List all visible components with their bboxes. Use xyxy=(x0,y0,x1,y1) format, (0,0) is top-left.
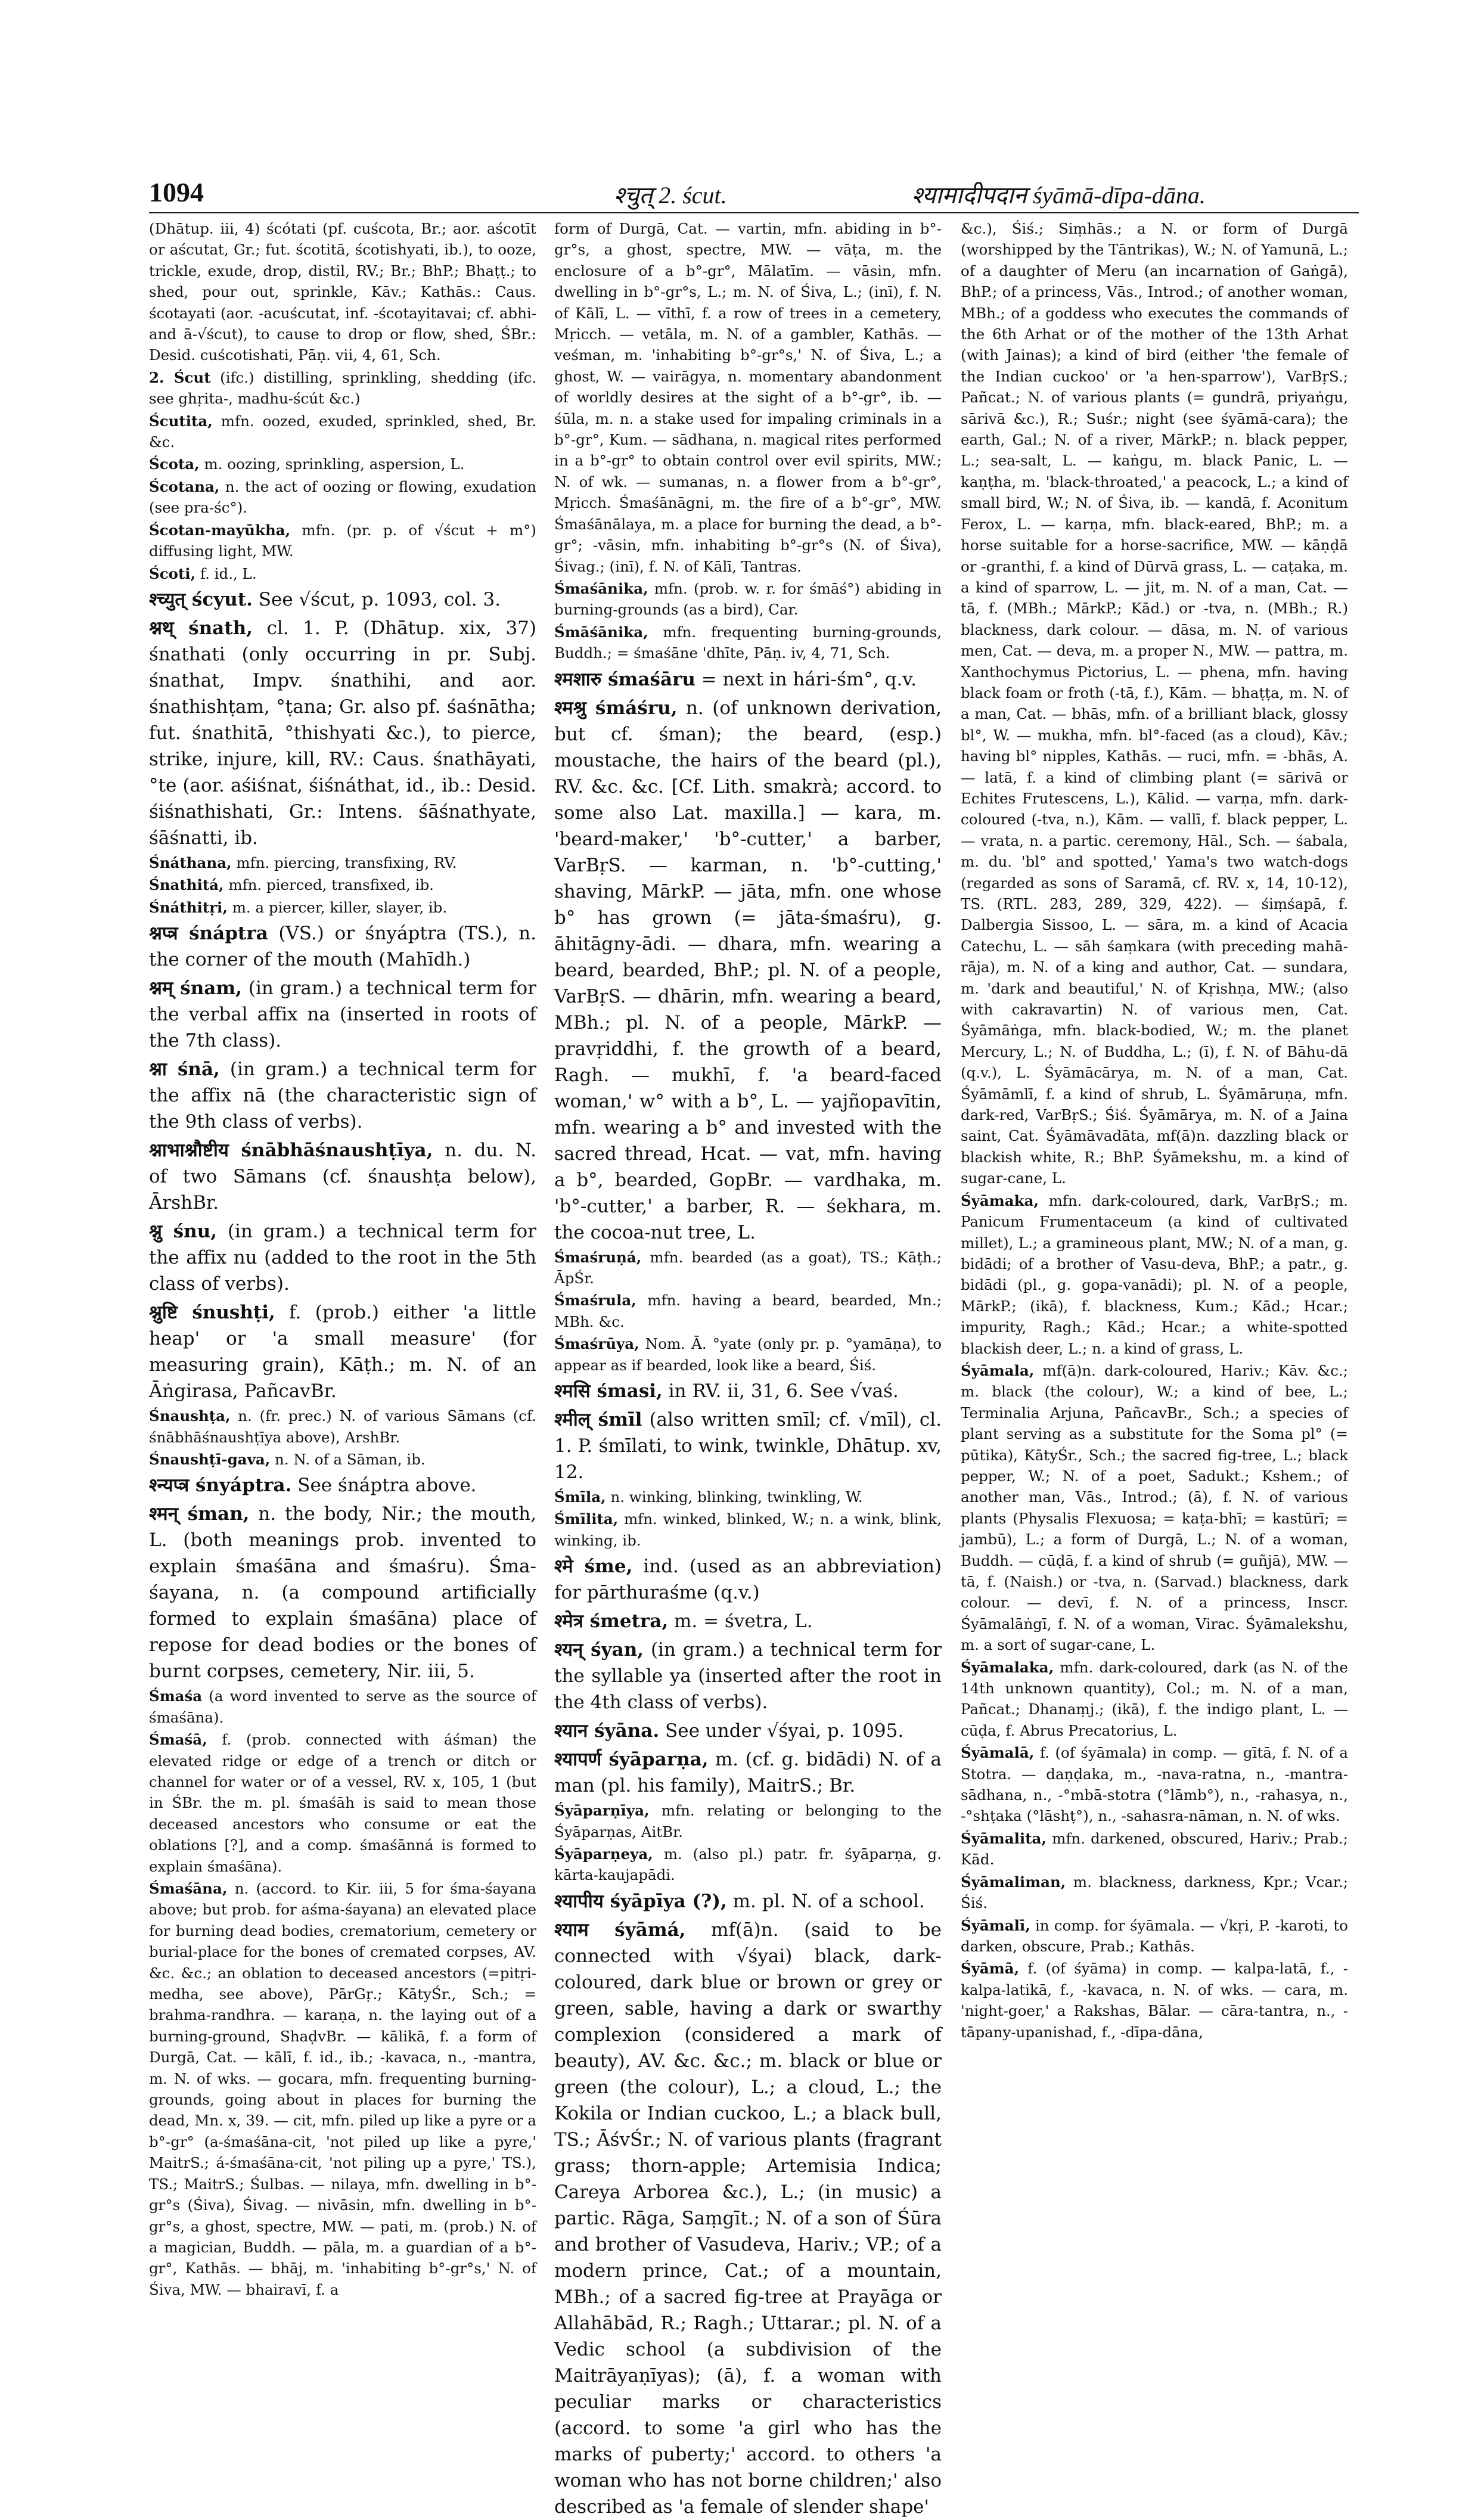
dictionary-entry xyxy=(554,1378,942,1404)
headword: Śmaśā, xyxy=(149,1731,207,1749)
definition-text: mfn. oozed, exuded, sprinkled, shed, Br. &c. xyxy=(149,412,536,451)
headword: 2. Ścut xyxy=(149,368,211,386)
dictionary-entry xyxy=(149,1056,536,1135)
dictionary-entry xyxy=(149,1299,536,1404)
headword: श्नम् śnam, xyxy=(149,977,242,1000)
headword: Śyāmalaka, xyxy=(961,1658,1054,1676)
definition-text: mf(ā)n. dark-coloured, Hariv.; Kāv. &c.; m. black (the colour), W.; a kind of bee, L.; Terminalia Arjuna, PañcavBr., Sch.; a species of plant serving as a substitute for the Soma pl° (= pūtika), KātyŚr., Sch.; the sacred fig-tree, L.; black pepper, W.; N. of a poet, Sadukt.; Kshem.; of another man, Vās., Introd.; (ā), f. N. of various plants (Physalis Flexuosa; = kaṭa-bhī; = kastūrī; = jambū), L.; a form of Durgā, L.; N. of a woman, Buddh. — cūḍā, f. a kind of shrub (= guñjā), MW. — tā, f. (Naish.) or -tva, n. (Sarvad.) blackness, dark colour. — devī, f. N. of a princess, Inscr. Śyāmalāṅgī, f. N. of a woman, Virac. Śyāmalekshu, m. a sort of sugar-cane, L. xyxy=(961,1361,1349,1654)
dictionary-entry xyxy=(149,520,536,562)
headword: Śmaśruṇá, xyxy=(554,1248,642,1266)
dictionary-entry xyxy=(961,1958,1348,2043)
headword: Śnathitá, xyxy=(149,876,224,894)
headword: Śnáthana, xyxy=(149,854,232,871)
definition-text: Nom. Ā. °yate (only pr. p. °yamāṇa), to appear as if bearded, look like a beard, Śiś. xyxy=(554,1335,942,1374)
dictionary-entry xyxy=(149,874,536,895)
headword: श्नथ् śnath, xyxy=(149,617,253,639)
dictionary-entry xyxy=(149,1137,536,1216)
dictionary-entry xyxy=(554,1553,942,1606)
definition-text: f. (prob.) either 'a little heap' or 'a small measure' (for measuring grain), Kāṭh.; m. N. of an Āṅgirasa, PañcavBr. xyxy=(149,1302,536,1402)
dictionary-entry xyxy=(554,1608,942,1634)
dictionary-entry xyxy=(149,1449,536,1470)
headword: Śyāmalā, xyxy=(961,1744,1035,1762)
definition-text: mfn. having a beard, bearded, Mn.; MBh. &c. xyxy=(554,1292,942,1330)
dictionary-entry xyxy=(554,1746,942,1799)
dictionary-entry xyxy=(554,1333,942,1376)
definition-text: (a word invented to serve as the source of śmaśāna). xyxy=(149,1687,536,1726)
dictionary-entry xyxy=(961,1828,1348,1870)
headword: Ścoti, xyxy=(149,564,196,582)
dictionary-entry xyxy=(554,1844,942,1886)
definition-text: mfn. (pr. p. of √ścut + m°) diffusing light, MW. xyxy=(149,521,536,560)
headword: श्याम śyāmá, xyxy=(554,1919,686,1941)
definition-text: mfn. winked, blinked, W.; n. a wink, blink, winking, ib. xyxy=(554,1510,942,1549)
definition-text: mfn. darkened, obscured, Hariv.; Prab.; Kād. xyxy=(961,1829,1349,1869)
headword: Śyāparṇeya, xyxy=(554,1845,653,1863)
definition-text: m. (also pl.) patr. fr. śyāparṇa, g. kārta-kaujapādi. xyxy=(554,1845,942,1884)
definition-text: (in gram.) a technical term for the affix nu (added to the root in the 5th class of verbs). xyxy=(149,1221,536,1295)
dictionary-entry xyxy=(149,975,536,1054)
definition-text: f. (of śyāma) in comp. — kalpa-latā, f., -kalpa-latikā, f., -kavaca, n. N. of wks. — cara, m. 'night-goer,' a Rakshas, Bālar. — cāra-tantra, n., -tāpany-upanishad, f., -dīpa-dāna, xyxy=(961,1960,1348,2041)
headword: Śnaushṭa, xyxy=(149,1407,231,1425)
page-number: 1094 xyxy=(149,177,204,207)
guide-word-left: श्चुत् 2. ścut. xyxy=(614,182,727,209)
headword: Śmaśrula, xyxy=(554,1292,636,1309)
headword: श्यापीय śyāpīya (?), xyxy=(554,1890,727,1912)
definition-text: n. N. of a Sāman, ib. xyxy=(275,1450,426,1468)
dictionary-entry xyxy=(149,920,536,973)
dictionary-entry xyxy=(554,1247,942,1289)
definition-text: &c.), Śiś.; Siṃhās.; a N. or form of Durgā (worshipped by the Tāntrikas), W.; N. of Yamunā, L.; of a daughter of Meru (an incarnation of Gaṅgā), BhP.; of a princess, Vās., Introd.; of another woman, MBh.; of a goddess who executes the commands of the 6th Arhat or of the mother of the 13th Arhat (with Jainas); a kind of bird (either 'the female of the Indian cuckoo' or 'a hen-sparrow'), VarBṛS.; Pañcat.; N. of various plants (= gundrā, priyaṅgu, sārivā &c.), R.; Suśr.; night (see śyāmā-cara); the earth, Gal.; N. of a river, MārkP.; n. black pepper, L.; sea-salt, L. — kaṅgu, m. black Panic, L. — kaṇṭha, m. 'black-throated,' a peacock, L.; a kind of small bird, W.; N. of Śiva, ib. — kandā, f. Aconitum Ferox, L. — karṇa, mfn. black-eared, BhP.; m. a horse suitable for a horse-sacrifice, MW. — kāṇḍā or -granthi, f. a kind of Dūrvā grass, L. — caṭaka, m. a kind of sparrow, L. — jit, m. N. of a man, Cat. — tā, f. (MBh.; MārkP.; Kād.) or -tva, n. (MBh.; R.) blackness, dark colour. — dāsa, m. N. of various men, Cat. — deva, m. a proper N., MW. — pattra, m. Xanthochymus Pictorius, L. — phena, mfn. having black foam or froth (-tā, f.), Kām. — bhaṭṭa, m. N. of a man, Cat. — bhās, mfn. of a brilliant black, glossy bl°, W. — mukha, mfn. bl°-faced (as a cloud), Kāv.; having bl° nipples, Kathās. — ruci, mfn. = -bhās, A. — latā, f. a kind of climbing plant (= sārivā or Echites Frutescens, L.), Kālid. — varṇa, mfn. dark-coloured (-tva, n.), Kām. — vallī, f. black pepper, L. — vrata, n. a partic. ceremony, Hāl., Sch. — śabala, m. du. 'bl° and spotted,' Yama's two watch-dogs (regarded as sons of Saramā, cf. RV. x, 14, 10-12), TS. (RTL. 283, 289, 329, 422). — śiṃśapā, f. Dalbergia Sissoo, L. — sāra, m. a kind of Acacia Catechu, L. — sāh śaṃkara (with preceding mahā-rāja), m. N. of a king and author, Cat. — sundara, m. 'dark and beautiful,' N. of Kṛishṇa, MW.; (also with cakravartin) N. of various men, Cat. Śyāmāṅga, mfn. black-bodied, W.; m. the planet Mercury, L.; N. of Buddha, L.; (ī), f. N. of Bāhu-dā (q.v.), L. Śyāmācārya, m. N. of a man, Cat. Śyāmāmlī, f. a kind of shrub, L. Śyāmāruṇa, mfn. dark-red, VarBṛS.; Śiś. Śyāmārya, m. N. of a Jaina saint, Cat. Śyāmāvadāta, mf(ā)n. dazzling black or blackish white, R.; BhP. Śyāmekshu, m. a kind of sugar-cane, L. xyxy=(961,220,1348,1187)
definition-text: n. the act of oozing or flowing, exudation (see pra-śc°). xyxy=(149,477,536,517)
headword: Śmaśrūya, xyxy=(554,1335,639,1353)
headword: Ścotan-mayūkha, xyxy=(149,521,291,539)
definition-text: n. the body, Nir.; the mouth, L. (both meanings prob. invented to explain śmaśāna and śmaśru). Śma-śayana, n. (a compound artificially formed to explain śmaśāna) place of repose for dead bodies or the bones of burnt corpses, cemetery, Nir. iii, 5. xyxy=(149,1503,536,1683)
headword: Ścotana, xyxy=(149,477,220,495)
headword: श्च्युत् ścyut. xyxy=(149,588,253,610)
definition-text: mfn. relating or belonging to the Śyāparṇas, AitBr. xyxy=(554,1802,942,1841)
headword: श्मश्रु śmáśru, xyxy=(554,697,678,719)
definition-text: mfn. piercing, transfixing, RV. xyxy=(236,854,457,871)
definition-text: m. (cf. g. bidādi) N. of a man (pl. his family), MaitrS.; Br. xyxy=(554,1749,942,1797)
headword: श्ना śnā, xyxy=(149,1059,220,1081)
column-3 xyxy=(961,218,1348,2042)
dictionary-entry xyxy=(554,1407,942,1485)
headword: Śmīla, xyxy=(554,1488,606,1506)
headword: श्मन् śman, xyxy=(149,1503,250,1525)
definition-text: (also written smīl; cf. √mīl), cl. 1. P. śmīlati, to wink, twinkle, Dhātup. xv, 12. xyxy=(554,1408,942,1483)
headword: Śyāparṇīya, xyxy=(554,1802,650,1820)
column-2 xyxy=(554,218,942,2518)
dictionary-entry xyxy=(149,563,536,584)
dictionary-entry xyxy=(554,578,942,620)
headword: Ścutita, xyxy=(149,412,213,430)
dictionary-entry xyxy=(554,1290,942,1332)
dictionary-entry xyxy=(554,695,942,1246)
headword: श्मेत्र śmetra, xyxy=(554,1610,669,1633)
headword: Śmaśānika, xyxy=(554,579,648,597)
column-1 xyxy=(149,218,537,2298)
definition-text: ind. (used as an abbreviation) for pārthuraśme (q.v.) xyxy=(554,1556,942,1604)
dictionary-entry xyxy=(149,476,536,519)
dictionary-entry xyxy=(554,1509,942,1551)
headword: श्न्यप्त्र śnyáptra. xyxy=(149,1475,292,1497)
headword: श्यापर्ण śyāparṇa, xyxy=(554,1749,709,1771)
dictionary-entry xyxy=(961,1915,1348,1957)
definition-text: mfn. frequenting burning-grounds, Buddh.; = śmaśāne 'dhīte, Pāṇ. iv, 4, 71, Sch. xyxy=(554,623,942,662)
dictionary-entry xyxy=(961,1657,1348,1742)
definition-text: mfn. dark-coloured, dark, VarBṛS.; m. Panicum Frumentaceum (a kind of cultivated millet), L.; a gramineous plant, MW.; N. of a man, g. bidādi; of a brother of Vasu-deva, BhP.; a patr., g. bidādi (pl., g. gopa-vanādi); pl. N. of a people, MārkP.; (ikā), f. blackness, Kum.; Kād.; Hcar.; impurity, Ragh.; Kād.; Hcar.; a white-spotted blackish deer, L.; n. a kind of grass, L. xyxy=(961,1191,1348,1357)
dictionary-entry xyxy=(554,666,942,693)
dictionary-entry xyxy=(149,1405,536,1448)
definition-text: See √ścut, p. 1093, col. 3. xyxy=(258,588,501,610)
headword: Śyāmaliman, xyxy=(961,1873,1066,1891)
definition-text: in RV. ii, 31, 6. See √vaś. xyxy=(668,1380,899,1402)
headword: श्मील् śmīl xyxy=(554,1408,642,1430)
definition-text: (in gram.) a technical term for the affix nā (the characteristic sign of the 9th class of verbs). xyxy=(149,1059,536,1133)
definition-text: m. pl. N. of a school. xyxy=(732,1890,925,1912)
headword: श्यन् śyan, xyxy=(554,1639,644,1661)
definition-text: See under √śyai, p. 1095. xyxy=(665,1720,904,1742)
definition-text: cl. 1. P. (Dhātup. xix, 37) śnathati (only occurring in pr. Subj. śnathat, Impv. śnathihi, and aor. śnathishṭam, °ṭana; Gr. also pf. śaśnātha; fut. śnathitā, °thishyati &c.), to pierce, strike, injure, kill, RV.: Caus. śnathāyati, °te (aor. aśiśnat, śiśnáthat, id., ib.: Desid. śiśnathishati, Gr.: Intens. śāśnathyate, śāśnatti, ib. xyxy=(149,617,537,849)
dictionary-entry xyxy=(554,218,942,577)
dictionary-entry xyxy=(149,367,536,409)
definition-text: mfn. (prob. w. r. for śmāś°) abiding in burning-grounds (as a bird), Car. xyxy=(554,579,942,619)
dictionary-entry xyxy=(149,852,536,873)
definition-text: mfn. bearded (as a goat), TS.; Kāṭh.; ĀpŚr. xyxy=(554,1248,942,1287)
definition-text: n. du. N. of two Sāmans (cf. śnaushṭa below), ĀrshBr. xyxy=(149,1140,537,1214)
dictionary-entry xyxy=(149,411,536,453)
definition-text: mfn. dark-coloured, dark (as N. of the 14th unknown quantity), Col.; m. N. of a man, Pañcat.; Dhanaṃj.; (ikā), f. the indigo plant, L. — cūḍa, f. Abrus Precatorius, L. xyxy=(961,1658,1348,1739)
dictionary-entry xyxy=(961,218,1348,1189)
headword: श्नप्त्र śnáptra xyxy=(149,923,268,945)
dictionary-entry xyxy=(554,622,942,664)
headword: श्नाभाश्नौष्टीय śnābhāśnaushṭīya, xyxy=(149,1140,433,1162)
dictionary-entry xyxy=(554,1800,942,1842)
headword: Śmaśa xyxy=(149,1687,203,1705)
headword: श्मसि śmasi, xyxy=(554,1380,663,1402)
dictionary-entry xyxy=(149,1878,536,2300)
running-header xyxy=(149,176,1359,209)
dictionary-entry xyxy=(149,218,536,366)
headword: Śyāmaka, xyxy=(961,1191,1039,1209)
dictionary-entry xyxy=(149,1218,536,1297)
headword: Śyāmalī, xyxy=(961,1916,1030,1934)
definition-text: in comp. for śyāmala. — √kṛi, P. -karoti, to darken, obscure, Prab.; Kathās. xyxy=(961,1916,1348,1955)
definition-text: f. (of śyāmala) in comp. — gītā, f. N. of a Stotra. — daṇḍaka, m., -nava-ratna, n., -mantra-sādhana, n., -°mbā-stotra (°lāmb°), n., -rahasya, n., -°shṭaka (°lāshṭ°), n., -sahasra-nāman, n. N. of wks. xyxy=(961,1744,1348,1825)
dictionary-entry xyxy=(961,1742,1348,1827)
headword: Śmaśāna, xyxy=(149,1880,228,1897)
dictionary-entry xyxy=(554,1718,942,1744)
guide-word-right: श्यामादीपदान śyāmā-dīpa-dāna. xyxy=(912,182,1206,209)
dictionary-entry xyxy=(554,1888,942,1914)
dictionary-entry xyxy=(149,1472,536,1498)
definition-text: = next in hári-śm°, q.v. xyxy=(701,668,917,690)
header-rule xyxy=(149,212,1359,213)
definition-text: f. id., L. xyxy=(200,564,257,582)
definition-text: n. (accord. to Kir. iii, 5 for śma-śayana above; but prob. for aśma-śayana) an elevated place for burning dead bodies, crematorium, cemetery or burial-place for the bones of cremated corpses, AV. &c. &c.; an oblation to deceased ancestors (=pitṛi-medha, see above), PārGṛ.; KātyŚr., Sch.; = brahma-randhra. — karaṇa, n. the laying out of a burning-ground, ShaḍvBr. — kālikā, f. a form of Durgā, Cat. — kālī, f. id., ib.; -kavaca, n., -mantra, m. N. of wks. — gocara, mfn. frequenting burning-grounds, going about in places for burning the dead, Mn. x, 39. — cit, mfn. piled up like a pyre or a b°-gr° (a-śmaśāna-cit, 'not piled up like a pyre,' MaitrS.; á-śmaśāna-cit, 'not piling up a pyre,' TS.), TS.; MaitrS.; Śulbas. — nilaya, mfn. dwelling in b°-gr°s (Śiva), Śivag. — nivāsin, mfn. dwelling in b°-gr°s, a ghost, spectre, MW. — pati, m. (prob.) N. of a magician, Buddh. — pāla, m. a guardian of a b°-gr°, Kathās. — bhāj, m. 'inhabiting b°-gr°s,' N. of Śiva, MW. — bhairavī, f. a xyxy=(149,1880,536,2298)
definition-text: (in gram.) a technical term for the syllable ya (inserted after the root in the 4th class of verbs). xyxy=(554,1639,942,1714)
headword: Śmāśānika, xyxy=(554,623,648,641)
definition-text: form of Durgā, Cat. — vartin, mfn. abiding in b°-gr°s, a ghost, spectre, MW. — vāṭa, m. the enclosure of a b°-gr°, Mālatīm. — vāsin, mfn. dwelling in b°-gr°s, L.; m. N. of Śiva, L.; (inī), f. N. of Kālī, L. — vīthī, f. a row of trees in a cemetery, Mṛicch. — vetāla, m. N. of a gambler, Kathās. — veśman, m. 'inhabiting b°-gr°s,' N. of Śiva, L.; a ghost, W. — vairāgya, n. momentary abandonment of worldly desires at the sight of a b°-gr°, ib. — śūla, m. n. a stake used for impaling criminals in a b°-gr°, Kum. — sādhana, n. magical rites performed in a b°-gr° to obtain control over evil spirits, MW.; N. of wk. — sumanas, n. a flower from a b°-gr°, Mṛicch. Śmaśānāgni, m. the fire of a b°-gr°, MW. Śmaśānālaya, m. a place for burning the dead, a b°-gr°; -vāsin, mfn. inhabiting b°-gr°s (N. of Śiva), Śivag.; (inī), f. N. of Kālī, Tantras. xyxy=(554,220,942,575)
dictionary-entry xyxy=(961,1190,1348,1359)
headword: Ścota, xyxy=(149,455,200,473)
headword: Śyāmā, xyxy=(961,1960,1020,1978)
headword: श्यान śyāna. xyxy=(554,1720,660,1742)
definition-text: m. a piercer, killer, slayer, ib. xyxy=(232,898,448,916)
dictionary-entry xyxy=(554,1637,942,1715)
headword: श्नु śnu, xyxy=(149,1221,218,1243)
definition-text: n. (of unknown derivation, but cf. śman); the beard, (esp.) moustache, the hairs of the beard (pl.), RV. &c. &c. [Cf. Lith. smakrà; accord. to some also Lat. maxilla.] — kara, m. 'beard-maker,' 'b°-cutter,' a barber, VarBṛS. — karman, n. 'b°-cutting,' shaving, MārkP. — jāta, mfn. one whose b° has grown (= jāta-śmaśru), g. āhitāgny-ādi. — dhara, mfn. wearing a beard, bearded, BhP.; pl. N. of a people, VarBṛS. — dhārin, mfn. wearing a beard, MBh.; pl. N. of a people, MārkP. — pravṛiddhi, f. the growth of a beard, Ragh. — mukhī, f. 'a beard-faced woman,' w° with a b°, L. — yajñopavītin, mfn. wearing a b° and invested with the sacred thread, Hcat. — vat, mfn. having a b°, bearded, GopBr. — vardhaka, m. 'b°-cutter,' a barber, R. — śekhara, m. the cocoa-nut tree, L. xyxy=(554,697,942,1243)
dictionary-entry xyxy=(149,1686,536,1728)
headword: Śmīlita, xyxy=(554,1510,619,1528)
definition-text: (Dhātup. iii, 4) ścótati (pf. cuścota, Br.; aor. aścotīt or aścutat, Gr.; fut. ścotitā, ścotishyati, ib.), to ooze, trickle, exude, drop, distil, RV.; Br.; BhP.; Bhaṭṭ.; to shed, pour out, sprinkle, Kāv.; Kathās.: Caus. ścotayati (aor. -acuścutat, inf. -ścotayitavai; cf. abhi- and ā-√ścut), to cause to drop or flow, shed, ŚBr.: Desid. cuścotishati, Pāṇ. vii, 4, 61, Sch. xyxy=(149,220,536,364)
dictionary-entry xyxy=(149,1729,536,1877)
dictionary-entry xyxy=(554,1917,942,2520)
headword: श्मशारु śmaśāru xyxy=(554,668,695,690)
dictionary-entry xyxy=(149,615,536,851)
definition-text: mfn. pierced, transfixed, ib. xyxy=(228,876,434,894)
dictionary-entry xyxy=(149,897,536,918)
definition-text: m. oozing, sprinkling, aspersion, L. xyxy=(204,455,465,473)
definition-text: See śnáptra above. xyxy=(297,1475,477,1497)
definition-text: n. (fr. prec.) N. of various Sāmans (cf. śnābhāśnaushṭīya above), ArshBr. xyxy=(149,1407,536,1446)
definition-text: n. winking, blinking, twinkling, W. xyxy=(610,1488,863,1506)
definition-text: m. blackness, darkness, Kpr.; Vcar.; Śiś. xyxy=(961,1873,1348,1912)
headword: श्मे śme, xyxy=(554,1556,633,1578)
dictionary-entry xyxy=(149,586,536,613)
definition-text: (in gram.) a technical term for the verbal affix na (inserted in roots of the 7th class). xyxy=(149,977,536,1052)
dictionary-entry xyxy=(149,1501,536,1684)
definition-text: m. = śvetra, L. xyxy=(674,1610,813,1633)
headword: Śyāmalita, xyxy=(961,1829,1047,1847)
dictionary-entry xyxy=(554,1486,942,1507)
dictionary-entry xyxy=(961,1360,1348,1656)
headword: Śyāmala, xyxy=(961,1361,1035,1379)
headword: Śnáthitṛi, xyxy=(149,898,228,916)
definition-text: mf(ā)n. (said to be connected with √śyai) black, dark-coloured, dark blue or brown or grey or green, sable, having a dark or swarthy complexion (considered a mark of beauty), AV. &c. &c.; m. black or blue or green (the colour), L.; a cloud, L.; the Kokila or Indian cuckoo, L.; a black bull, TS.; ĀśvŚr.; N. of various plants (fragrant grass; thorn-apple; Artemisia Indica; Careya Arborea &c.), L.; (in music) a partic. Rāga, Saṃgīt.; N. of a son of Śūra and brother of Vasudeva, Hariv.; VP.; of a modern prince, Cat.; of a mountain, MBh.; of a sacred fig-tree at Prayāga or Allahābād, R.; Ragh.; Uttarar.; pl. N. of a Vedic school (a subdivision of the Maitrāyaṇīyas); (ā), f. a woman with peculiar marks or characteristics (accord. to some 'a girl who has the marks of puberty;' accord. to others 'a woman who has not borne children;' also described as 'a female of slender shape' xyxy=(554,1919,942,2518)
headword: Śnaushṭī-gava, xyxy=(149,1450,271,1468)
definition-text: f. (prob. connected with áśman) the elevated ridge or edge of a trench or ditch or channel for water or of a vessel, RV. x, 105, 1 (but in ŚBr. the m. pl. śmaśāh is said to mean those deceased ancestors who consume or eat the oblations [?], and a comp. śmaśānná is formed to explain śmaśāna). xyxy=(149,1731,536,1875)
definition-text: (VS.) or śnyáptra (TS.), n. the corner of the mouth (Mahīdh.) xyxy=(149,923,536,971)
definition-text: (ifc.) distilling, sprinkling, shedding (ifc. see ghṛita-, madhu-ścút &c.) xyxy=(149,368,536,408)
headword: श्नुष्टि śnushṭi, xyxy=(149,1302,275,1324)
dictionary-entry xyxy=(149,454,536,474)
dictionary-entry xyxy=(961,1872,1348,1914)
